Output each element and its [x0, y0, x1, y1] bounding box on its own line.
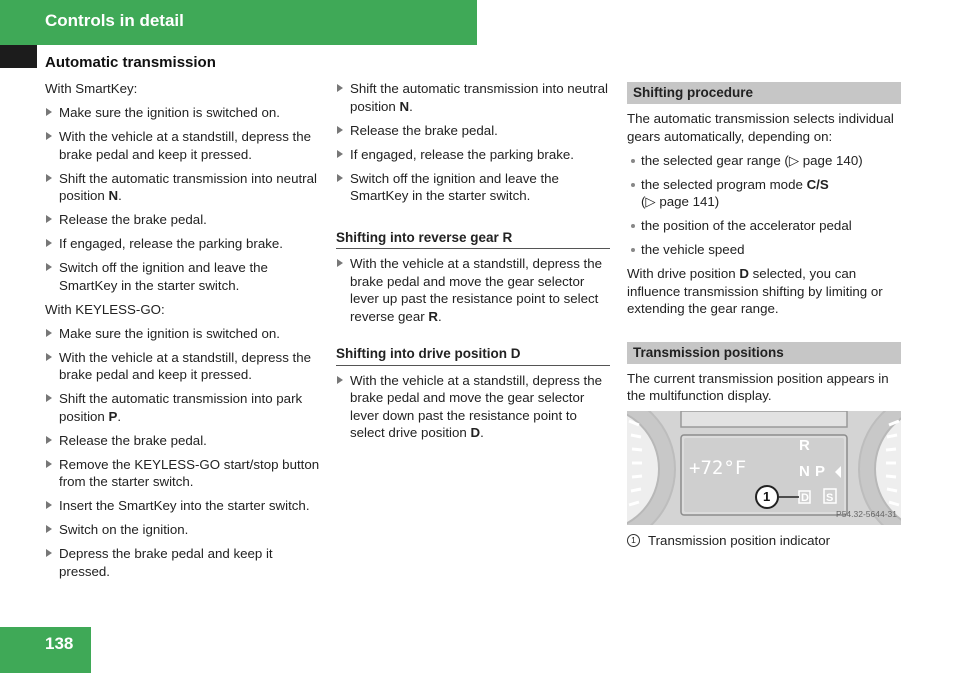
positions-text: The current transmission position appears in the multifunction display. — [627, 370, 889, 403]
step-arrow-icon — [46, 239, 52, 247]
display-gear-p: P — [815, 463, 826, 480]
page-number-box — [0, 627, 91, 673]
smartkey-label: With SmartKey: — [45, 81, 138, 96]
step-item: Insert the SmartKey into the starter switch. — [45, 497, 323, 515]
step-arrow-icon — [46, 525, 52, 533]
keylessgo-steps — [45, 325, 323, 581]
column-2 — [336, 80, 610, 448]
step-arrow-icon — [46, 501, 52, 509]
step-item: Remove the KEYLESS-GO start/stop button from the starter switch. — [45, 456, 323, 491]
step-item: Release the brake pedal. — [336, 122, 610, 140]
step-arrow-icon — [46, 394, 52, 402]
step-arrow-icon — [46, 108, 52, 116]
display-gear-n: N — [799, 463, 810, 480]
step-arrow-icon — [337, 376, 343, 384]
step-arrow-icon — [46, 436, 52, 444]
bullet-dot-icon — [631, 248, 635, 252]
step-item: Switch on the ignition. — [45, 521, 323, 539]
step-item: Make sure the ignition is switched on. — [45, 325, 323, 343]
column-3 — [627, 80, 901, 550]
multifunction-display-illustration — [627, 411, 901, 525]
bullet-item: the vehicle speed — [627, 241, 901, 259]
caption-text: Transmission position indicator — [648, 533, 831, 548]
step-item: If engaged, release the parking brake. — [45, 235, 323, 253]
bullet-dot-icon — [631, 159, 635, 163]
keylessgo-label: With KEYLESS-GO: — [45, 301, 165, 317]
step-arrow-icon — [46, 132, 52, 140]
chapter-header-bar — [0, 0, 477, 45]
smartkey-steps — [45, 104, 323, 294]
page-number: 138 — [45, 634, 74, 653]
step-arrow-icon — [337, 150, 343, 158]
bullet-item: the selected program mode C/S (▷ page 141) — [627, 176, 901, 211]
step-item: Depress the brake pedal and keep it pressed. — [45, 545, 323, 580]
step-item: With the vehicle at a standstill, depress the brake pedal and move the gear selector lever down past the resistance point to select drive position D. — [336, 372, 610, 442]
step-item: Shift the automatic transmission into park position P. — [45, 390, 323, 425]
caption-number: 1 — [627, 534, 640, 547]
step-item: Make sure the ignition is switched on. — [45, 104, 323, 122]
step-arrow-icon — [337, 174, 343, 182]
step-arrow-icon — [46, 549, 52, 557]
step-item: Shift the automatic transmission into neutral position N. — [45, 170, 323, 205]
step-arrow-icon — [46, 263, 52, 271]
step-item: Release the brake pedal. — [45, 432, 323, 450]
step-item: Release the brake pedal. — [45, 211, 323, 229]
step-item: If engaged, release the parking brake. — [336, 146, 610, 164]
drive-position-note: With drive position D selected, you can influence transmission shifting by limiting or extending the gear range. — [627, 266, 883, 316]
step-arrow-icon — [46, 215, 52, 223]
step-arrow-icon — [46, 460, 52, 468]
display-temperature: +72°F — [689, 457, 747, 479]
display-gear-d: D — [801, 492, 809, 504]
drive-position-heading: Shifting into drive position D — [336, 345, 610, 366]
step-item: Switch off the ignition and leave the SmartKey in the starter switch. — [336, 170, 610, 205]
step-item: With the vehicle at a standstill, depress the brake pedal and keep it pressed. — [45, 128, 323, 163]
step-arrow-icon — [337, 126, 343, 134]
image-code: P54.32-5644-31 — [836, 508, 897, 519]
step-item: Switch off the ignition and leave the SmartKey in the starter switch. — [45, 259, 323, 294]
display-gear-r: R — [799, 437, 810, 454]
bullet-dot-icon — [631, 183, 635, 187]
figure-caption — [627, 532, 901, 550]
bullet-item: the selected gear range (▷ page 140) — [627, 152, 901, 170]
chapter-side-tab — [0, 45, 37, 68]
column-1 — [45, 80, 323, 587]
display-callout-number: 1 — [763, 489, 771, 504]
bullet-dot-icon — [631, 224, 635, 228]
shifting-intro: The automatic transmission selects individual gears automatically, depending on: — [627, 111, 894, 144]
step-arrow-icon — [337, 259, 343, 267]
section-title: Automatic transmission — [45, 54, 216, 71]
step-arrow-icon — [46, 174, 52, 182]
display-mode-s: S — [826, 492, 834, 504]
bullet-item: the position of the accelerator pedal — [627, 217, 901, 235]
step-item: Shift the automatic transmission into neutral position N. — [336, 80, 610, 115]
chapter-title: Controls in detail — [45, 11, 184, 30]
shifting-procedure-heading: Shifting procedure — [627, 82, 901, 104]
step-arrow-icon — [46, 353, 52, 361]
step-arrow-icon — [337, 84, 343, 92]
step-item: With the vehicle at a standstill, depress the brake pedal and keep it pressed. — [45, 349, 323, 384]
reverse-gear-heading: Shifting into reverse gear R — [336, 229, 610, 250]
step-item: With the vehicle at a standstill, depress the brake pedal and move the gear selector lever up past the resistance point to select reverse gear R. — [336, 255, 610, 325]
transmission-positions-heading: Transmission positions — [627, 342, 901, 364]
step-arrow-icon — [46, 329, 52, 337]
